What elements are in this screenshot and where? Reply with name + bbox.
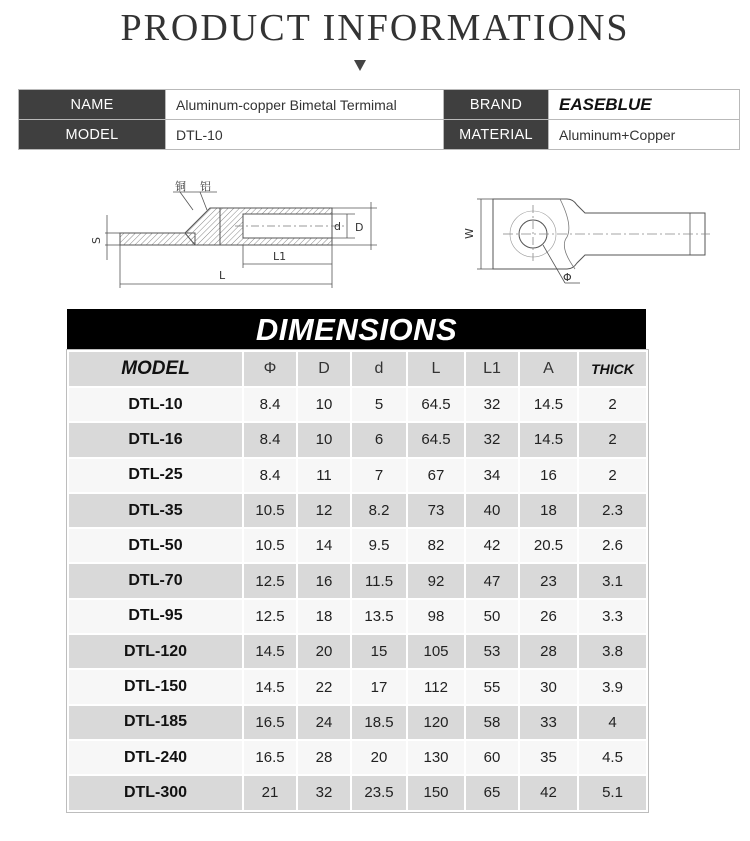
cell-d: 9.5 (351, 528, 407, 563)
col-L: L (407, 351, 465, 387)
cell-A: 23 (519, 563, 578, 598)
material-value: Aluminum+Copper (549, 120, 740, 150)
cell-d: 15 (351, 634, 407, 669)
cell-A: 42 (519, 775, 578, 810)
col-A: A (519, 351, 578, 387)
cell-L: 98 (407, 599, 465, 634)
d-label: d (334, 220, 341, 233)
cell-model: DTL-95 (68, 599, 243, 634)
cell-L1: 60 (465, 740, 519, 775)
table-row (68, 493, 647, 528)
cell-A: 33 (519, 705, 578, 740)
D-label: D (355, 221, 364, 234)
page-title: PRODUCT INFORMATIONS (120, 7, 630, 49)
w-label: W (463, 228, 476, 239)
cell-L: 120 (407, 705, 465, 740)
cell-L1: 32 (465, 422, 519, 457)
cell-A: 26 (519, 599, 578, 634)
cell-d: 23.5 (351, 775, 407, 810)
cell-L1: 32 (465, 387, 519, 422)
cell-A: 14.5 (519, 387, 578, 422)
table-row (68, 775, 647, 810)
top-view-drawing (455, 185, 715, 295)
table-row (68, 669, 647, 704)
cell-L: 64.5 (407, 422, 465, 457)
brand-value: EASEBLUE (549, 90, 740, 120)
cell-L: 64.5 (407, 387, 465, 422)
cell-phi: 21 (243, 775, 297, 810)
col-L1: L1 (465, 351, 519, 387)
table-row (68, 387, 647, 422)
cell-thick: 2 (578, 422, 647, 457)
cell-phi: 12.5 (243, 599, 297, 634)
cell-d: 8.2 (351, 493, 407, 528)
cell-d: 20 (351, 740, 407, 775)
name-label: NAME (19, 90, 166, 120)
dimensions-table (67, 350, 648, 812)
cell-D: 16 (297, 563, 351, 598)
cell-L1: 34 (465, 458, 519, 493)
cell-A: 30 (519, 669, 578, 704)
cell-phi: 10.5 (243, 493, 297, 528)
table-row (68, 740, 647, 775)
table-row (68, 528, 647, 563)
down-arrow-icon (354, 60, 366, 71)
cell-phi: 10.5 (243, 528, 297, 563)
cell-thick: 4.5 (578, 740, 647, 775)
cell-L: 73 (407, 493, 465, 528)
cell-thick: 2 (578, 387, 647, 422)
cell-d: 13.5 (351, 599, 407, 634)
cell-model: DTL-35 (68, 493, 243, 528)
L1-label: L1 (273, 250, 287, 263)
aluminum-label: 铝 (200, 180, 211, 193)
side-view-drawing (85, 170, 385, 295)
model-label: MODEL (19, 120, 166, 150)
cell-L: 67 (407, 458, 465, 493)
cell-D: 24 (297, 705, 351, 740)
cell-D: 20 (297, 634, 351, 669)
cell-D: 12 (297, 493, 351, 528)
cell-L: 92 (407, 563, 465, 598)
cell-A: 16 (519, 458, 578, 493)
cell-A: 35 (519, 740, 578, 775)
cell-phi: 16.5 (243, 740, 297, 775)
cell-phi: 8.4 (243, 422, 297, 457)
s-label: S (90, 237, 103, 244)
phi-label: Φ (563, 271, 572, 284)
table-row (68, 705, 647, 740)
cell-phi: 16.5 (243, 705, 297, 740)
dimensions-title: DIMENSIONS (67, 309, 646, 350)
cell-model: DTL-120 (68, 634, 243, 669)
cell-model: DTL-10 (68, 387, 243, 422)
cell-L: 105 (407, 634, 465, 669)
product-info-table (18, 89, 740, 150)
cell-model: DTL-240 (68, 740, 243, 775)
copper-label: 铜 (175, 180, 186, 193)
name-value: Aluminum-copper Bimetal Termimal (166, 90, 444, 120)
cell-phi: 8.4 (243, 458, 297, 493)
cell-thick: 4 (578, 705, 647, 740)
cell-D: 11 (297, 458, 351, 493)
cell-A: 28 (519, 634, 578, 669)
cell-thick: 2.6 (578, 528, 647, 563)
cell-D: 28 (297, 740, 351, 775)
cell-phi: 14.5 (243, 634, 297, 669)
info-row (19, 90, 740, 120)
cell-thick: 2.3 (578, 493, 647, 528)
cell-model: DTL-300 (68, 775, 243, 810)
cell-L1: 58 (465, 705, 519, 740)
cell-D: 22 (297, 669, 351, 704)
table-header-row (68, 351, 647, 387)
cell-L1: 42 (465, 528, 519, 563)
cell-L: 150 (407, 775, 465, 810)
table-row (68, 634, 647, 669)
cell-thick: 3.9 (578, 669, 647, 704)
cell-D: 18 (297, 599, 351, 634)
cell-thick: 3.1 (578, 563, 647, 598)
cell-thick: 3.3 (578, 599, 647, 634)
col-thick: THICK (578, 351, 647, 387)
cell-L1: 40 (465, 493, 519, 528)
cell-L1: 55 (465, 669, 519, 704)
copper-tongue (120, 233, 195, 245)
cell-thick: 5.1 (578, 775, 647, 810)
cell-L: 82 (407, 528, 465, 563)
cell-thick: 2 (578, 458, 647, 493)
cell-d: 18.5 (351, 705, 407, 740)
cell-model: DTL-70 (68, 563, 243, 598)
cell-A: 18 (519, 493, 578, 528)
cell-d: 5 (351, 387, 407, 422)
col-D: D (297, 351, 351, 387)
cell-phi: 12.5 (243, 563, 297, 598)
cell-model: DTL-185 (68, 705, 243, 740)
L-label: L (219, 269, 226, 282)
cell-d: 11.5 (351, 563, 407, 598)
cell-phi: 8.4 (243, 387, 297, 422)
cell-model: DTL-150 (68, 669, 243, 704)
info-row (19, 120, 740, 150)
material-label: MATERIAL (444, 120, 549, 150)
col-d: d (351, 351, 407, 387)
table-row (68, 458, 647, 493)
cell-model: DTL-25 (68, 458, 243, 493)
cell-L1: 53 (465, 634, 519, 669)
model-value: DTL-10 (166, 120, 444, 150)
cell-L1: 47 (465, 563, 519, 598)
cell-D: 32 (297, 775, 351, 810)
cell-D: 14 (297, 528, 351, 563)
cell-model: DTL-16 (68, 422, 243, 457)
cell-L1: 65 (465, 775, 519, 810)
col-model: MODEL (68, 351, 243, 387)
brand-label: BRAND (444, 90, 549, 120)
cell-L: 112 (407, 669, 465, 704)
cell-thick: 3.8 (578, 634, 647, 669)
cell-phi: 14.5 (243, 669, 297, 704)
table-row (68, 422, 647, 457)
bimetal-transition (185, 208, 220, 245)
col-phi: Φ (243, 351, 297, 387)
table-row (68, 563, 647, 598)
cell-model: DTL-50 (68, 528, 243, 563)
cell-D: 10 (297, 422, 351, 457)
cell-A: 20.5 (519, 528, 578, 563)
cell-d: 17 (351, 669, 407, 704)
table-row (68, 599, 647, 634)
cell-L: 130 (407, 740, 465, 775)
cell-d: 7 (351, 458, 407, 493)
cell-L1: 50 (465, 599, 519, 634)
cell-D: 10 (297, 387, 351, 422)
cell-A: 14.5 (519, 422, 578, 457)
cell-d: 6 (351, 422, 407, 457)
